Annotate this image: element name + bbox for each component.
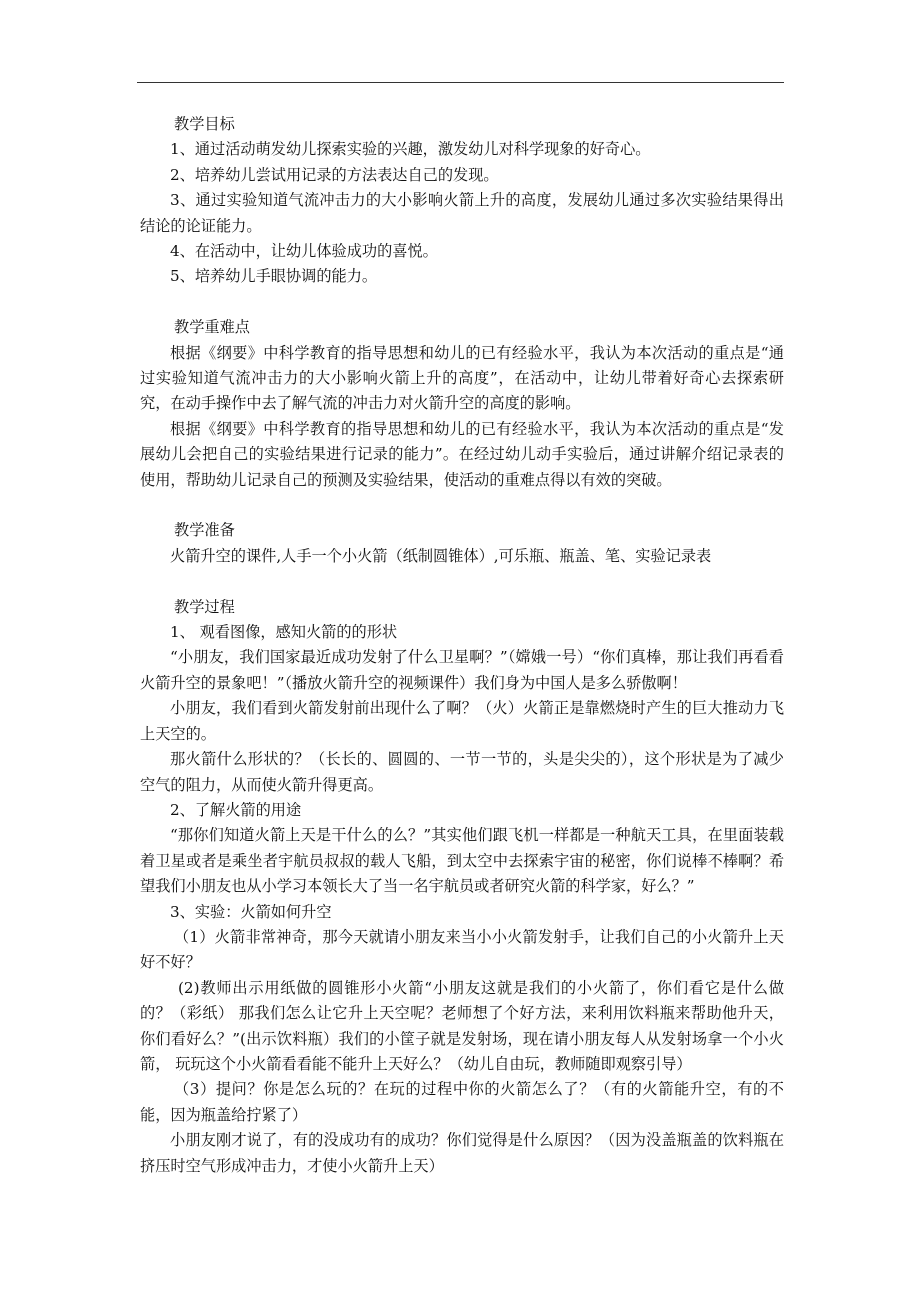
paragraph: 小朋友，我们看到火箭发射前出现什么了啊？（火）火箭正是靠燃烧时产生的巨大推动力飞上天空的。 bbox=[140, 699, 784, 743]
paragraph: 小朋友刚才说了，有的没成功有的成功？你们觉得是什么原因？（因为没盖瓶盖的饮料瓶在挤压时空气形成冲击力，才使小火箭升上天） bbox=[140, 1131, 784, 1175]
section-heading: 教学准备 bbox=[174, 521, 235, 540]
section-key-points bbox=[140, 315, 784, 493]
section-heading: 教学重难点 bbox=[174, 318, 250, 337]
goal-item: 5、培养幼儿手眼协调的能力。 bbox=[170, 267, 378, 286]
goal-item: 4、在活动中，让幼儿体验成功的喜悦。 bbox=[170, 242, 438, 261]
step-title: 1、 观看图像，感知火箭的的形状 bbox=[170, 623, 398, 642]
section-process bbox=[140, 595, 784, 1179]
step-title: 3、实验：火箭如何升空 bbox=[170, 902, 332, 921]
paragraph: （3）提问？你是怎么玩的？在玩的过程中你的火箭怎么了？（有的火箭能升空，有的不能，因为瓶盖给拧紧了） bbox=[140, 1080, 784, 1124]
section-heading: 教学过程 bbox=[174, 597, 235, 616]
section-goals bbox=[140, 112, 784, 290]
paragraph: 根据《纲要》中科学教育的指导思想和幼儿的已有经验水平，我认为本次活动的重点是“发展幼儿会把自己的实验结果进行记录的能力”。在经过幼儿动手实验后，通过讲解介绍记录表的使用，帮助幼儿记录自己的预测及实验结果，使活动的重难点得以有效的突破。 bbox=[140, 419, 784, 489]
goal-item: 3、通过实验知道气流冲击力的大小影响火箭上升的高度，发展幼儿通过多次实验结果得出结论的论证能力。 bbox=[140, 191, 784, 235]
paragraph: 火箭升空的课件,人手一个小火箭（纸制圆锥体）,可乐瓶、瓶盖、笔、实验记录表 bbox=[170, 546, 712, 565]
document-body bbox=[140, 112, 784, 1179]
goal-item: 1、通过活动萌发幼儿探索实验的兴趣，激发幼儿对科学现象的好奇心。 bbox=[170, 140, 651, 159]
step-title: 2、了解火箭的用途 bbox=[170, 800, 302, 819]
goal-item: 2、培养幼儿尝试用记录的方法表达自己的发现。 bbox=[170, 165, 499, 184]
paragraph: “那你们知道火箭上天是干什么的么？”其实他们跟飞机一样都是一种航天工具，在里面装载着卫星或者是乘坐者宇航员叔叔的载人飞船，到太空中去探索宇宙的秘密，你们说棒不棒啊？希望我们小朋友也从小学习本领长大了当一名宇航员或者研究火箭的科学家，好么？” bbox=[140, 826, 784, 896]
header-rule bbox=[137, 82, 784, 83]
section-preparation bbox=[140, 518, 784, 569]
paragraph: 那火箭什么形状的？（长长的、圆圆的、一节一节的，头是尖尖的），这个形状是为了减少空气的阻力，从而使火箭升得更高。 bbox=[140, 750, 784, 794]
paragraph: （1）火箭非常神奇，那今天就请小朋友来当小小火箭发射手，让我们自己的小火箭升上天好不好？ bbox=[140, 927, 784, 972]
section-heading: 教学目标 bbox=[174, 115, 235, 133]
paragraph: “小朋友，我们国家最近成功发射了什么卫星啊？”（嫦娥一号）“你们真棒，那让我们再看看火箭升空的景象吧！”（播放火箭升空的视频课件）我们身为中国人是多么骄傲啊！ bbox=[140, 648, 784, 692]
paragraph: 根据《纲要》中科学教育的指导思想和幼儿的已有经验水平，我认为本次活动的重点是“通过实验知道气流冲击力的大小影响火箭上升的高度”，在活动中，让幼儿带着好奇心去探索研究，在动手操作中去了解气流的冲击力对火箭升空的高度的影响。 bbox=[140, 343, 784, 413]
paragraph: (2)教师出示用纸做的圆锥形小火箭“小朋友这就是我们的小火箭了，你们看它是什么做的？（彩纸） 那我们怎么让它升上天空呢？老师想了个好方法，来利用饮料瓶来帮助他升天， 你们看好么？”(出示饮料瓶）我们的小筐子就是发射场，现在请小朋友每人从发射场拿一个小火箭， 玩玩这个小火箭看看能不能升上天好么？（幼儿自由玩，教师随即观察引导） bbox=[140, 978, 784, 1073]
